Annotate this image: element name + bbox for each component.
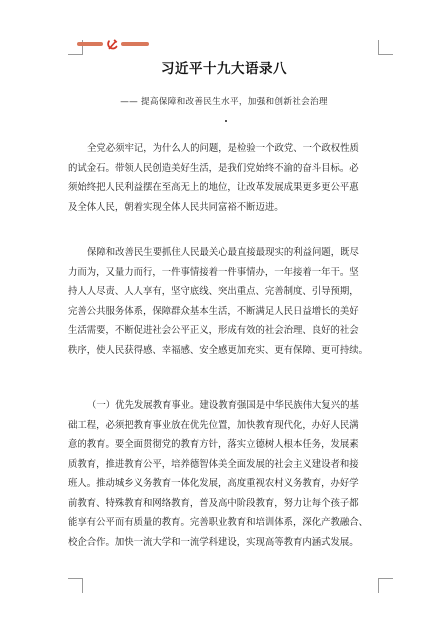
banner-stripe-right xyxy=(121,42,149,46)
party-emblem-banner xyxy=(77,40,149,48)
crop-mark-bottom-right xyxy=(378,578,393,593)
paragraph-line: 的试金石。带领人民创造美好生活，是我们党始终不渝的奋斗目标。必 xyxy=(68,162,359,174)
paragraph-line: （一）优先发展教育事业。建设教育强国是中华民族伟大复兴的基 xyxy=(87,400,359,411)
paragraph-line: 保障和改善民生要抓住人民最关心最直接最现实的利益问题，既尽 xyxy=(87,247,359,258)
paragraph-line: 础工程，必须把教育事业放在优先位置，加快教育现代化，办好人民满 xyxy=(68,419,359,431)
paragraph-3 xyxy=(68,396,380,552)
paragraph-2 xyxy=(68,243,380,360)
page-subtitle: —— 提高保障和改善民生水平，加强和创新社会治理 xyxy=(120,97,328,107)
paragraph-line: 力而为，又量力而行，一件事情接着一件事情办，一年接着一年干。坚 xyxy=(68,266,359,278)
hammer-sickle-icon xyxy=(106,38,119,51)
paragraph-line: 须始终把人民利益摆在至高无上的地位，让改革发展成果更多更公平惠 xyxy=(68,182,359,193)
paragraph-line: 及全体人民，朝着实现全体人民共同富裕不断迈进。 xyxy=(68,201,284,213)
paragraph-line: 校企合作。加快一流大学和一流学科建设，实现高等教育内涵式发展。 xyxy=(68,536,359,548)
paragraph-line: 生活需要，不断促进社会公平正义，形成有效的社会治理、良好的社会 xyxy=(68,325,359,336)
paragraph-line: 质教育，推进教育公平，培养德智体美全面发展的社会主义建设者和接 xyxy=(68,458,359,470)
page-title: 习近平十九大语录八 xyxy=(161,61,287,77)
crop-mark-bottom-left xyxy=(68,578,83,593)
crop-mark-top-right xyxy=(378,40,393,55)
paragraph-line: 秩序，使人民获得感、幸福感、安全感更加充实、更有保障、更可持续。 xyxy=(68,344,369,356)
banner-stripe-left xyxy=(77,42,103,46)
paragraph-line: 意的教育。要全面贯彻党的教育方针，落实立德树人根本任务，发展素 xyxy=(68,439,359,450)
paragraph-line: 能享有公平而有质量的教育。完善职业教育和培训体系，深化产教融合、 xyxy=(68,517,369,528)
paragraph-line: 持人人尽责、人人享有，坚守底线、突出重点、完善制度、引导预期， xyxy=(68,286,359,297)
paragraph-1 xyxy=(68,139,380,217)
paragraph-line: 完善公共服务体系，保障群众基本生活，不断满足人民日益增长的美好 xyxy=(68,305,359,317)
paragraph-line: 班人。推动城乡义务教育一体化发展，高度重视农村义务教育，办好学 xyxy=(68,478,359,489)
paragraph-line: 前教育、特殊教育和网络教育，普及高中阶段教育，努力让每个孩子都 xyxy=(68,497,359,509)
paragraph-line: 全党必须牢记，为什么人的问题，是检验一个政党、一个政权性质 xyxy=(87,143,359,154)
paragraph-mark xyxy=(225,120,227,122)
